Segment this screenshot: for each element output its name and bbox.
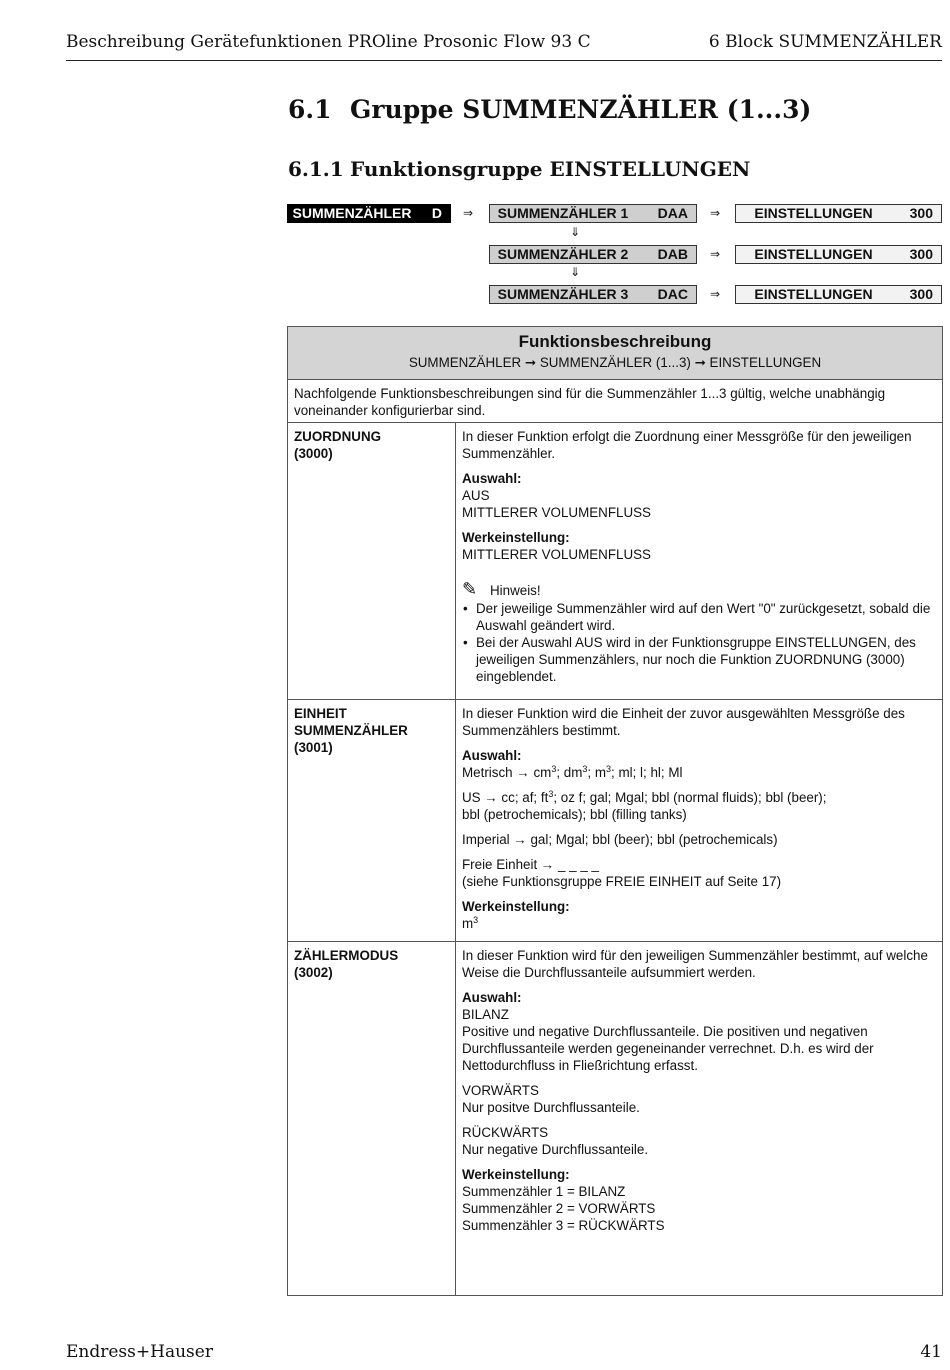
intro-text: Nachfolgende Funktionsbeschreibungen sind für die Summenzähler 1...3 gültig, welche unabhängig voneinander konfigurierbar sind. xyxy=(288,380,943,423)
nav-target-box-2 xyxy=(735,245,942,264)
choice-option-description: Nur positve Durchflussanteile. xyxy=(462,1100,640,1115)
default-value: MITTLERER VOLUMENFLUSS xyxy=(462,547,651,562)
function-name: ZÄHLERMODUS xyxy=(294,948,399,963)
function-description-table xyxy=(287,326,943,1296)
nav-target-code: 300 xyxy=(909,205,933,221)
default-value: Summenzähler 1 = BILANZ xyxy=(462,1184,626,1199)
choice-label: Auswahl: xyxy=(462,471,522,486)
function-name: EINHEIT xyxy=(294,706,347,721)
choice-option: RÜCKWÄRTS xyxy=(462,1125,549,1140)
default-value: $m^3$ xyxy=(462,915,479,931)
function-code: (3000) xyxy=(294,446,333,461)
pencil-icon: ✎ xyxy=(462,579,478,599)
default-value: Summenzähler 2 = VORWÄRTS xyxy=(462,1201,656,1216)
choice-option: AUS xyxy=(462,488,490,503)
right-arrow-icon: ⇒ xyxy=(710,206,721,220)
function-name: ZUORDNUNG xyxy=(294,429,382,444)
table-row xyxy=(288,423,943,700)
nav-target-code: 300 xyxy=(909,246,933,262)
function-name-cell xyxy=(288,700,456,942)
table-header xyxy=(288,327,943,380)
down-arrow-icon: ⇓ xyxy=(570,265,581,279)
note-list xyxy=(462,600,936,685)
nav-block-code: D xyxy=(431,205,442,221)
choice-option: BILANZ xyxy=(462,1007,509,1022)
note-title: Hinweis! xyxy=(490,583,541,598)
subsection-title: Funktionsgruppe EINSTELLUNGEN xyxy=(350,157,751,181)
nav-group-label: SUMMENZÄHLER 3 xyxy=(497,286,629,302)
page-number: 41 xyxy=(920,1342,942,1362)
metric-units: Metrisch → $cm^3$; $dm^3$; $m^3$; ml; l; hl; Ml xyxy=(462,764,683,780)
subsection-number: 6.1.1 xyxy=(288,157,344,181)
nav-target-label: EINSTELLUNGEN xyxy=(754,286,873,302)
section-title: Gruppe SUMMENZÄHLER (1...3) xyxy=(350,95,812,124)
free-unit: Freie Einheit → _ _ _ _ xyxy=(462,857,599,872)
right-arrow-icon: ⇒ xyxy=(463,206,474,220)
free-unit-reference: (siehe Funktionsgruppe FREIE EINHEIT auf Seite 17) xyxy=(462,874,782,889)
section-heading xyxy=(288,95,811,124)
nav-target-code: 300 xyxy=(909,286,933,302)
menu-path: SUMMENZÄHLER ➞ SUMMENZÄHLER (1...3) ➞ EINSTELLUNGEN xyxy=(408,355,822,370)
us-units-line2: bbl (petrochemicals); bbl (filling tanks) xyxy=(462,807,687,822)
footer-brand-logo: Endress+Hauser xyxy=(66,1342,213,1362)
running-header-chapter: 6 Block SUMMENZÄHLER xyxy=(708,32,942,52)
default-label: Werkeinstellung: xyxy=(462,1167,570,1182)
nav-target-box-1 xyxy=(735,204,942,223)
nav-group-label: SUMMENZÄHLER 1 xyxy=(497,205,629,221)
function-code: (3002) xyxy=(294,965,333,980)
choice-option: MITTLERER VOLUMENFLUSS xyxy=(462,505,651,520)
nav-group-code: DAB xyxy=(657,246,688,262)
table-row xyxy=(288,942,943,1296)
function-name-cell xyxy=(288,942,456,1296)
default-label: Werkeinstellung: xyxy=(462,530,570,545)
nav-target-box-3 xyxy=(735,285,942,304)
list-item: • Der jeweilige Summenzähler wird auf den Wert "0" zurückgesetzt, sobald die Auswahl geändert wird. xyxy=(462,600,936,634)
nav-target-label: EINSTELLUNGEN xyxy=(754,205,873,221)
choice-option: VORWÄRTS xyxy=(462,1083,539,1098)
default-value: Summenzähler 3 = RÜCKWÄRTS xyxy=(462,1218,665,1233)
right-arrow-icon: ⇒ xyxy=(710,247,721,261)
choice-label: Auswahl: xyxy=(462,990,522,1005)
running-header-title: Beschreibung Gerätefunktionen PROline Prosonic Flow 93 C xyxy=(66,32,591,52)
header-rule xyxy=(66,60,942,61)
function-description: In dieser Funktion wird für den jeweiligen Summenzähler bestimmt, auf welche Weise die Durchflussanteile aufsummiert werden. xyxy=(462,948,928,980)
table-header-row xyxy=(288,327,943,380)
function-code: (3001) xyxy=(294,740,333,755)
nav-target-label: EINSTELLUNGEN xyxy=(754,246,873,262)
default-label: Werkeinstellung: xyxy=(462,899,570,914)
nav-block-box xyxy=(287,204,451,223)
intro-row xyxy=(288,380,943,423)
nav-block-label: SUMMENZÄHLER xyxy=(292,205,412,221)
nav-group-code: DAA xyxy=(657,205,688,221)
function-name: SUMMENZÄHLER xyxy=(294,723,408,738)
imperial-units: Imperial → gal; Mgal; bbl (beer); bbl (petrochemicals) xyxy=(462,832,778,847)
choice-option-description: Nur negative Durchflussanteile. xyxy=(462,1142,649,1157)
choice-label: Auswahl: xyxy=(462,748,522,763)
subsection-heading xyxy=(288,157,750,181)
function-name-cell xyxy=(288,423,456,700)
function-desc-cell xyxy=(456,700,943,942)
table-title: Funktionsbeschreibung xyxy=(518,332,712,351)
table-row xyxy=(288,700,943,942)
right-arrow-icon: ⇒ xyxy=(710,287,721,301)
function-desc-cell xyxy=(456,942,943,1296)
nav-group-box-3 xyxy=(489,285,697,304)
note-heading xyxy=(462,581,936,599)
function-desc-cell xyxy=(456,423,943,700)
function-description: In dieser Funktion erfolgt die Zuordnung einer Messgröße für den jeweiligen Summenzähler. xyxy=(462,429,912,461)
nav-group-label: SUMMENZÄHLER 2 xyxy=(497,246,629,262)
section-number: 6.1 xyxy=(288,95,332,124)
down-arrow-icon: ⇓ xyxy=(570,225,581,239)
list-item: • Bei der Auswahl AUS wird in der Funktionsgruppe EINSTELLUNGEN, des jeweiligen Summenzählers, nur noch die Funktion ZUORDNUNG (3000) eingeblendet. xyxy=(462,634,936,685)
nav-group-code: DAC xyxy=(657,286,688,302)
nav-group-box-1 xyxy=(489,204,697,223)
choice-option-description: Positive und negative Durchflussanteile. Die positiven und negativen Durchflussanteile werden gegeneinander verrechnet. D.h. es wird der Nettodurchfluss in Fließrichtung erfasst. xyxy=(462,1024,874,1073)
nav-group-box-2 xyxy=(489,245,697,264)
us-units: US → cc; af; $ft^3$; oz f; gal; Mgal; bbl (normal fluids); bbl (beer); xyxy=(462,789,827,805)
function-description: In dieser Funktion wird die Einheit der zuvor ausgewählten Messgröße des Summenzählers bestimmt. xyxy=(462,706,905,738)
